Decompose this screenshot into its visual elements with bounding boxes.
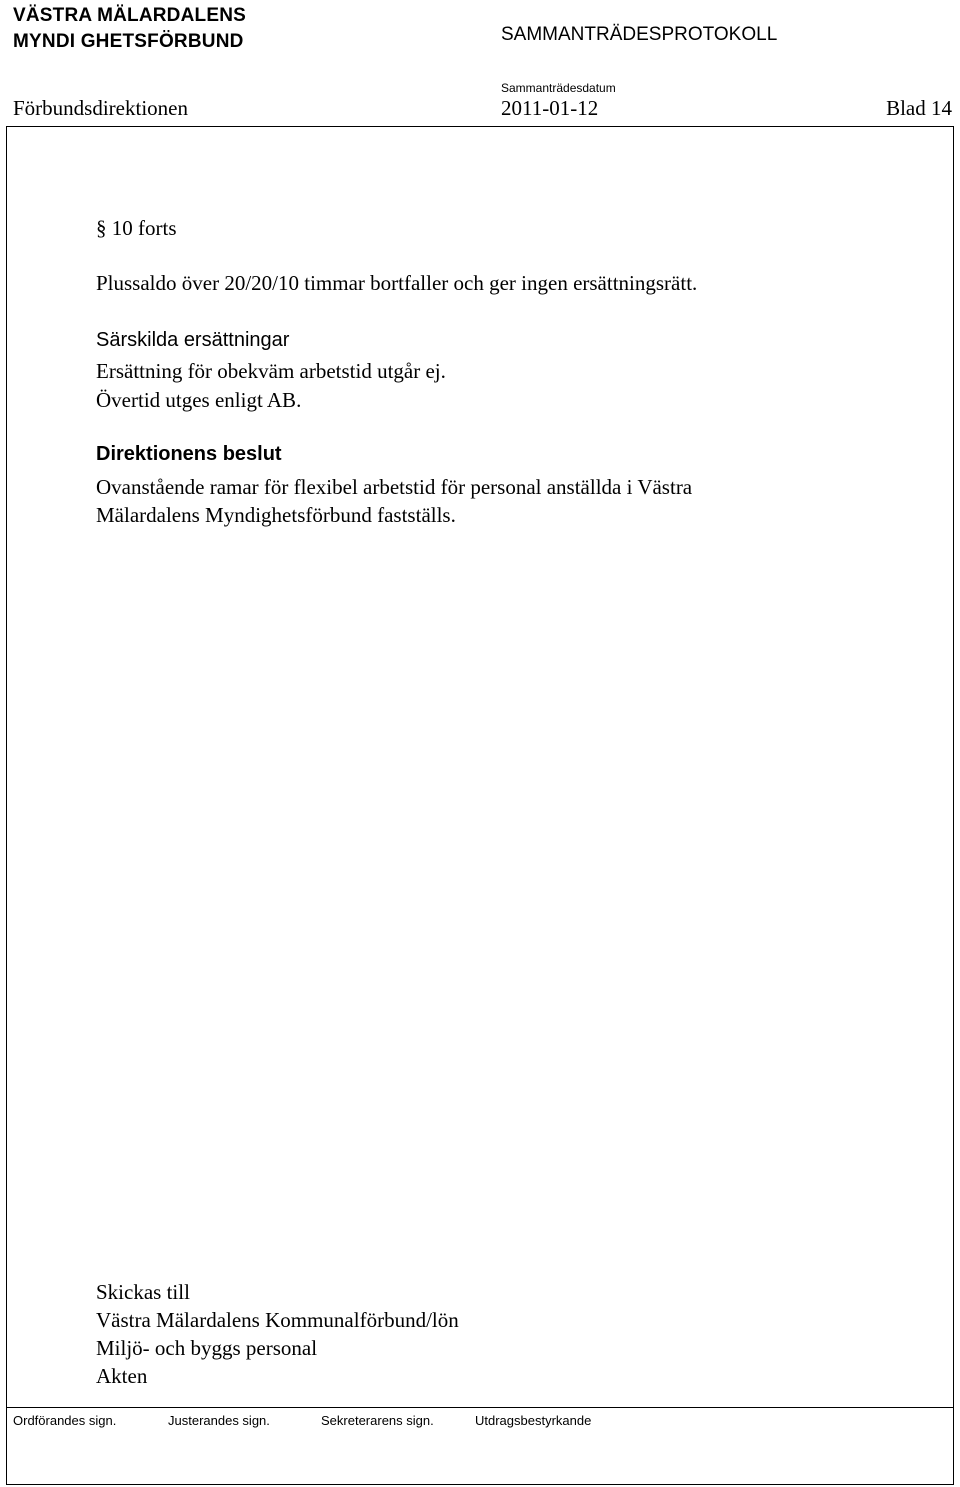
content-frame bbox=[6, 126, 954, 1407]
section-reference: § 10 forts bbox=[96, 216, 177, 240]
subheading-board-decision: Direktionens beslut bbox=[96, 443, 282, 465]
line-overtime: Övertid utges enligt AB. bbox=[96, 388, 302, 412]
decision-line-2: Mälardalens Myndighetsförbund fastställs. bbox=[96, 503, 456, 527]
secretary-signature-label: Sekreterarens sign. bbox=[321, 1413, 434, 1428]
page-number: Blad 14 bbox=[886, 96, 952, 120]
distribution-recipient: Västra Mälardalens Kommunalförbund/lön bbox=[96, 1308, 459, 1332]
extract-certification-label: Utdragsbestyrkande bbox=[475, 1413, 592, 1428]
committee-name: Förbundsdirektionen bbox=[13, 96, 188, 120]
paragraph-plus-balance: Plussaldo över 20/20/10 timmar bortfaller och ger ingen ersättningsrätt. bbox=[96, 271, 698, 295]
distribution-recipient: Miljö- och byggs personal bbox=[96, 1336, 318, 1360]
document-type-title: SAMMANTRÄDESPROTOKOLL bbox=[501, 24, 778, 45]
subheading-special-compensation: Särskilda ersättningar bbox=[96, 329, 290, 351]
meeting-date-caption: Sammanträdesdatum bbox=[501, 81, 616, 95]
distribution-recipient: Akten bbox=[96, 1364, 148, 1388]
meeting-date: 2011-01-12 bbox=[501, 96, 599, 120]
adjuster-signature-label: Justerandes sign. bbox=[168, 1413, 270, 1428]
organization-name-line-1: VÄSTRA MÄLARDALENS bbox=[13, 5, 247, 26]
decision-line-1: Ovanstående ramar för flexibel arbetstid för personal anställda i Västra bbox=[96, 475, 693, 499]
organization-name-line-2: MYNDI GHETSFÖRBUND bbox=[13, 31, 244, 52]
line-unsocial-hours: Ersättning för obekväm arbetstid utgår ej. bbox=[96, 359, 446, 383]
chair-signature-label: Ordförandes sign. bbox=[13, 1413, 117, 1428]
distribution-heading: Skickas till bbox=[96, 1280, 190, 1304]
